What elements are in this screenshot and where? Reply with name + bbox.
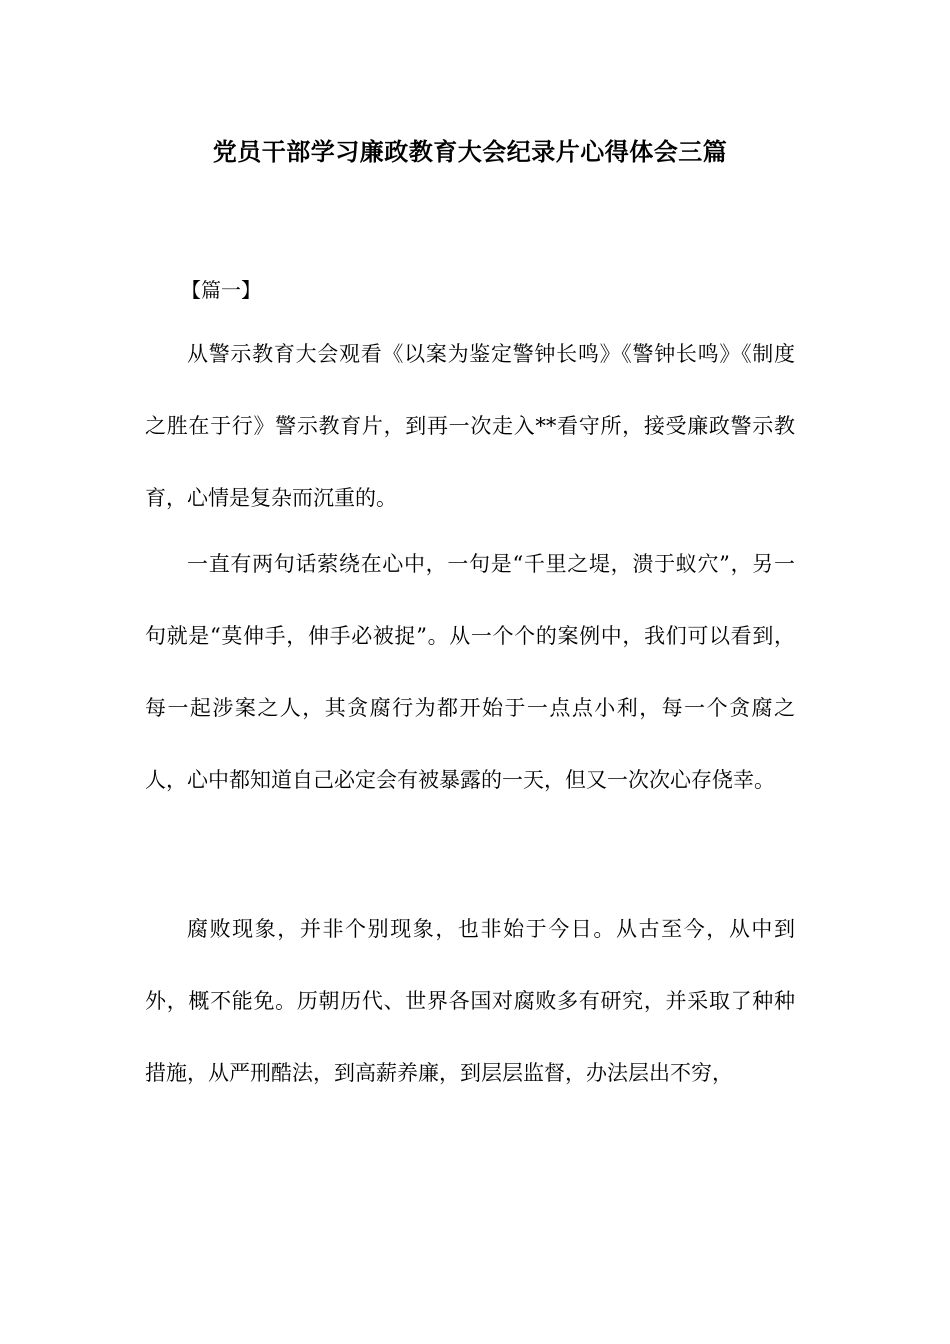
paragraph-2: 一直有两句话萦绕在心中，一句是“千里之堤，溃于蚁穴”，另一句就是“莫伸手，伸手必被捉”。从一个个的案例中，我们可以看到，每一起涉案之人，其贪腐行为都开始于一点点小利，每一个贪腐之人，心中都知道自己必定会有被暴露的一天，但又一次次心存侥幸。 (145, 552, 795, 792)
paragraph-1: 从警示教育大会观看《以案为鉴定警钟长鸣》《警钟长鸣》《制度之胜在于行》警示教育片，到再一次走入**看守所，接受廉政警示教育，心情是复杂而沉重的。 (145, 342, 795, 510)
section-heading: 【篇一】 (181, 278, 261, 302)
paragraph-3: 腐败现象，并非个别现象，也非始于今日。从古至今，从中到外，概不能免。历朝历代、世界各国对腐败多有研究，并采取了种种措施，从严刑酷法，到高薪养廉，到层层监督，办法层出不穷， (145, 917, 795, 1085)
document-title: 党员干部学习廉政教育大会纪录片心得体会三篇 (212, 137, 728, 166)
